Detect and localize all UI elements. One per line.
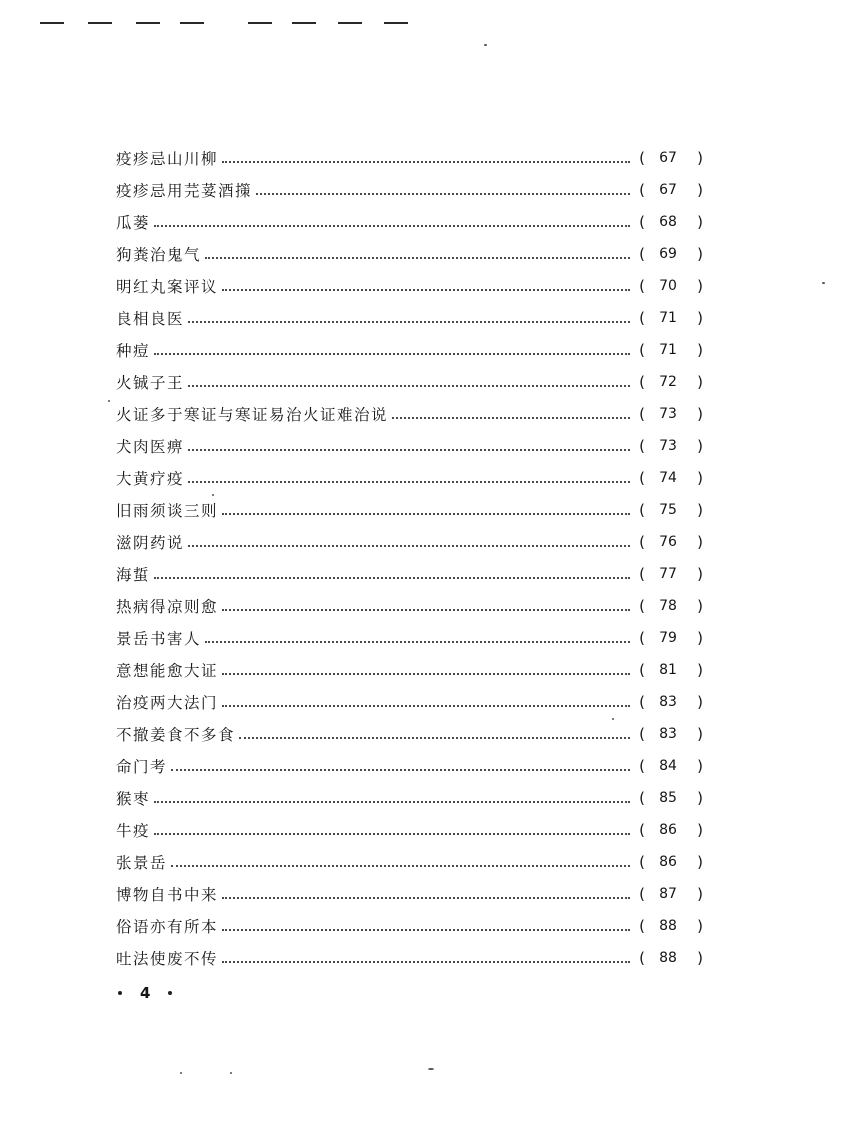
- toc-entry: [116, 270, 706, 302]
- toc-open-paren: (: [639, 501, 645, 519]
- toc-entry-page: 87: [659, 886, 677, 902]
- toc-close-paren: ): [697, 565, 703, 583]
- toc-close-paren: ): [697, 181, 703, 199]
- toc-open-paren: (: [639, 405, 645, 423]
- toc-open-paren: (: [639, 437, 645, 455]
- toc-entry-page: 86: [659, 854, 677, 870]
- toc-entry-title: 猴枣: [116, 790, 151, 808]
- toc-close-paren: ): [697, 821, 703, 839]
- toc-entry-title: 命门考: [116, 758, 168, 776]
- toc-entry-page: 73: [659, 406, 677, 422]
- page-number-dot-right: [168, 991, 172, 995]
- scan-speck: [180, 1072, 182, 1074]
- toc-entry: [116, 942, 706, 974]
- toc-entry-page: 72: [659, 374, 677, 390]
- toc-open-paren: (: [639, 693, 645, 711]
- toc-entry-page: 68: [659, 214, 677, 230]
- toc-open-paren: (: [639, 373, 645, 391]
- toc-close-paren: ): [697, 693, 703, 711]
- toc-open-paren: (: [639, 149, 645, 167]
- toc-dot-leader: [222, 961, 630, 963]
- toc-entry-page: 77: [659, 566, 677, 582]
- toc-dot-leader: [188, 449, 630, 451]
- toc-dot-leader: [205, 257, 630, 259]
- toc-dot-leader: [392, 417, 630, 419]
- toc-dot-leader: [188, 321, 630, 323]
- toc-open-paren: (: [639, 341, 645, 359]
- scan-speck: [212, 494, 214, 496]
- toc-close-paren: ): [697, 853, 703, 871]
- toc-entry: [116, 654, 706, 686]
- toc-open-paren: (: [639, 917, 645, 935]
- toc-entry: [116, 334, 706, 366]
- toc-close-paren: ): [697, 309, 703, 327]
- toc-entry-title: 治疫两大法门: [116, 694, 219, 712]
- toc-entry: [116, 238, 706, 270]
- toc-entry: [116, 526, 706, 558]
- toc-entry-title: 吐法使废不传: [116, 950, 219, 968]
- toc-entry: [116, 590, 706, 622]
- toc-entry-title: 景岳书害人: [116, 630, 202, 648]
- page-number: [118, 984, 172, 1002]
- toc-entry: [116, 462, 706, 494]
- toc-entry-title: 张景岳: [116, 854, 168, 872]
- toc-dot-leader: [256, 193, 630, 195]
- toc-entry: [116, 622, 706, 654]
- toc-close-paren: ): [697, 885, 703, 903]
- toc-entry-page: 88: [659, 950, 677, 966]
- toc-open-paren: (: [639, 533, 645, 551]
- toc-dot-leader: [154, 353, 630, 355]
- toc-dot-leader: [222, 513, 630, 515]
- table-of-contents: [116, 142, 706, 974]
- toc-entry: [116, 430, 706, 462]
- toc-entry: [116, 686, 706, 718]
- toc-open-paren: (: [639, 245, 645, 263]
- toc-open-paren: (: [639, 949, 645, 967]
- toc-entry: [116, 494, 706, 526]
- toc-entry-title: 疫疹忌山川柳: [116, 150, 219, 168]
- toc-entry-page: 71: [659, 310, 677, 326]
- scan-speck: [108, 400, 110, 402]
- toc-open-paren: (: [639, 277, 645, 295]
- toc-dot-leader: [154, 801, 630, 803]
- toc-entry-title: 旧雨须谈三则: [116, 502, 219, 520]
- toc-close-paren: ): [697, 245, 703, 263]
- toc-close-paren: ): [697, 661, 703, 679]
- toc-entry-page: 69: [659, 246, 677, 262]
- toc-entry-title: 狗粪治鬼气: [116, 246, 202, 264]
- toc-dot-leader: [222, 705, 630, 707]
- toc-open-paren: (: [639, 725, 645, 743]
- toc-entry-page: 79: [659, 630, 677, 646]
- toc-entry-title: 牛疫: [116, 822, 151, 840]
- toc-dot-leader: [154, 577, 630, 579]
- toc-entry-title: 热病得凉则愈: [116, 598, 219, 616]
- toc-entry: [116, 750, 706, 782]
- toc-entry: [116, 558, 706, 590]
- toc-entry-page: 83: [659, 726, 677, 742]
- toc-dot-leader: [222, 289, 630, 291]
- toc-dot-leader: [222, 897, 630, 899]
- toc-entry-page: 70: [659, 278, 677, 294]
- toc-entry-page: 81: [659, 662, 677, 678]
- toc-open-paren: (: [639, 757, 645, 775]
- toc-entry-title: 意想能愈大证: [116, 662, 219, 680]
- toc-close-paren: ): [697, 917, 703, 935]
- toc-close-paren: ): [697, 501, 703, 519]
- toc-close-paren: ): [697, 277, 703, 295]
- scan-speck: [230, 1072, 232, 1074]
- toc-entry: [116, 206, 706, 238]
- scan-speck: [612, 718, 614, 720]
- toc-open-paren: (: [639, 885, 645, 903]
- toc-entry-page: 83: [659, 694, 677, 710]
- toc-entry-page: 67: [659, 150, 677, 166]
- toc-entry: [116, 366, 706, 398]
- toc-entry-page: 84: [659, 758, 677, 774]
- toc-entry-title: 火证多于寒证与寒证易治火证难治说: [116, 406, 389, 424]
- toc-entry-title: 不撤姜食不多食: [116, 726, 236, 744]
- toc-entry-page: 86: [659, 822, 677, 838]
- toc-close-paren: ): [697, 789, 703, 807]
- toc-close-paren: ): [697, 757, 703, 775]
- toc-close-paren: ): [697, 149, 703, 167]
- toc-dot-leader: [188, 481, 630, 483]
- toc-entry-title: 种痘: [116, 342, 151, 360]
- toc-dot-leader: [171, 865, 630, 867]
- page-number-dot-left: [118, 991, 122, 995]
- toc-entry-page: 67: [659, 182, 677, 198]
- toc-entry-title: 犬肉医痹: [116, 438, 185, 456]
- header-rule: [40, 22, 420, 28]
- toc-close-paren: ): [697, 725, 703, 743]
- toc-entry-page: 74: [659, 470, 677, 486]
- toc-open-paren: (: [639, 181, 645, 199]
- toc-entry-title: 博物自书中来: [116, 886, 219, 904]
- toc-dot-leader: [188, 545, 630, 547]
- toc-open-paren: (: [639, 853, 645, 871]
- toc-entry-page: 73: [659, 438, 677, 454]
- toc-entry-title: 火铖子王: [116, 374, 185, 392]
- toc-entry: [116, 846, 706, 878]
- scan-speck: [484, 44, 487, 46]
- toc-open-paren: (: [639, 565, 645, 583]
- toc-entry: [116, 878, 706, 910]
- toc-entry-page: 85: [659, 790, 677, 806]
- toc-entry: [116, 782, 706, 814]
- toc-entry-title: 良相良医: [116, 310, 185, 328]
- toc-entry-page: 75: [659, 502, 677, 518]
- toc-close-paren: ): [697, 629, 703, 647]
- toc-open-paren: (: [639, 789, 645, 807]
- toc-open-paren: (: [639, 213, 645, 231]
- toc-dot-leader: [171, 769, 630, 771]
- toc-entry: [116, 142, 706, 174]
- scan-speck: [822, 282, 825, 284]
- toc-entry: [116, 910, 706, 942]
- toc-entry-page: 88: [659, 918, 677, 934]
- toc-dot-leader: [188, 385, 630, 387]
- toc-entry-page: 76: [659, 534, 677, 550]
- toc-entry-title: 明红丸案评议: [116, 278, 219, 296]
- toc-entry: [116, 302, 706, 334]
- toc-open-paren: (: [639, 309, 645, 327]
- toc-close-paren: ): [697, 213, 703, 231]
- toc-close-paren: ): [697, 437, 703, 455]
- toc-close-paren: ): [697, 469, 703, 487]
- toc-dot-leader: [239, 737, 630, 739]
- toc-dot-leader: [222, 673, 630, 675]
- toc-close-paren: ): [697, 341, 703, 359]
- toc-open-paren: (: [639, 629, 645, 647]
- toc-close-paren: ): [697, 533, 703, 551]
- toc-entry: [116, 174, 706, 206]
- toc-entry: [116, 814, 706, 846]
- toc-open-paren: (: [639, 661, 645, 679]
- toc-entry: [116, 718, 706, 750]
- toc-dot-leader: [222, 609, 630, 611]
- toc-dot-leader: [222, 161, 630, 163]
- toc-close-paren: ): [697, 405, 703, 423]
- toc-dot-leader: [154, 225, 630, 227]
- toc-entry-title: 俗语亦有所本: [116, 918, 219, 936]
- page-number-value: 4: [140, 984, 151, 1002]
- toc-dot-leader: [205, 641, 630, 643]
- toc-open-paren: (: [639, 821, 645, 839]
- toc-entry-page: 78: [659, 598, 677, 614]
- toc-entry-page: 71: [659, 342, 677, 358]
- toc-entry-title: 瓜蒌: [116, 214, 151, 232]
- toc-dot-leader: [222, 929, 630, 931]
- scan-speck: [428, 1068, 434, 1070]
- toc-entry-title: 大黄疗疫: [116, 470, 185, 488]
- toc-close-paren: ): [697, 949, 703, 967]
- toc-open-paren: (: [639, 597, 645, 615]
- toc-entry-title: 疫疹忌用芫荽酒㩍: [116, 182, 253, 200]
- toc-entry-title: 滋阴药说: [116, 534, 185, 552]
- toc-close-paren: ): [697, 373, 703, 391]
- toc-entry-title: 海蜇: [116, 566, 151, 584]
- toc-open-paren: (: [639, 469, 645, 487]
- toc-entry: [116, 398, 706, 430]
- toc-dot-leader: [154, 833, 630, 835]
- toc-close-paren: ): [697, 597, 703, 615]
